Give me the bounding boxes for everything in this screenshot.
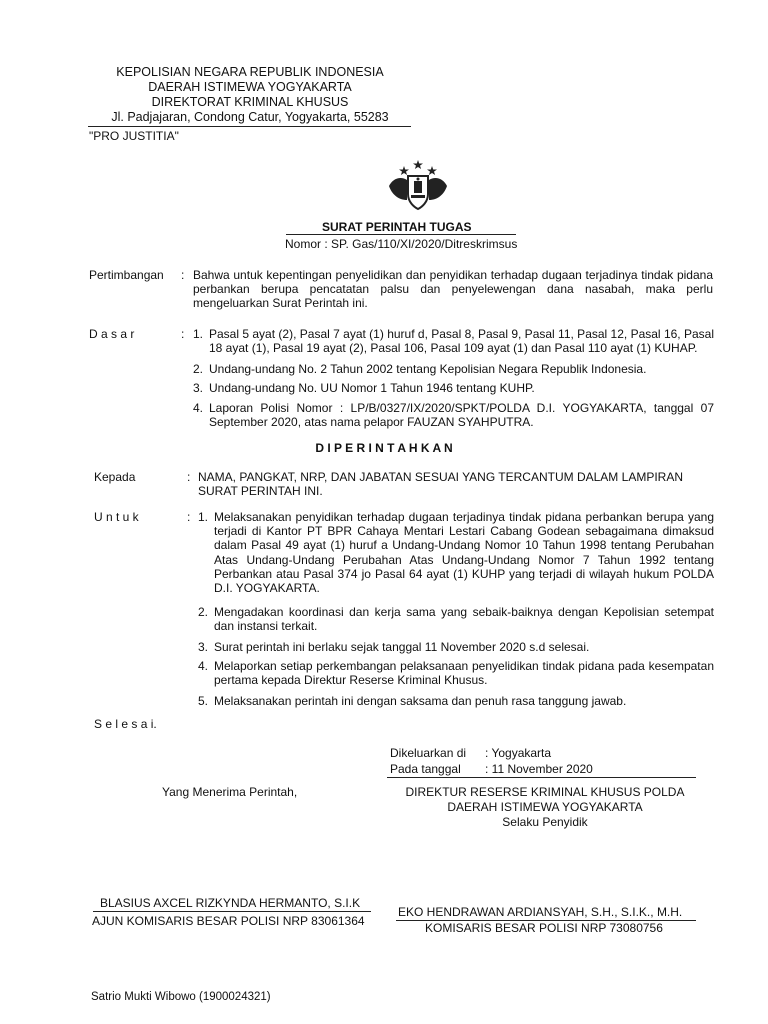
dasar-item-1-text: Pasal 5 ayat (2), Pasal 7 ayat (1) huruf d, Pasal 8, Pasal 9, Pasal 11, Pasal 12, Pasal 16, Pasal 18 ayat (1), Pasal 19 ayat (2), Pasal 106, Pasal 109 ayat (1) dan Pasal 110 ayat (1) KUHAP. [209, 327, 714, 356]
dasar-label: D a s a r [89, 327, 135, 341]
selesai-text: S e l e s a i. [94, 717, 157, 731]
pro-justitia: "PRO JUSTITIA" [89, 129, 179, 143]
issuer-name: EKO HENDRAWAN ARDIANSYAH, S.H., S.I.K., M.H. [398, 905, 683, 919]
footer-author: Satrio Mukti Wibowo (1900024321) [91, 991, 271, 1003]
recipient-name-underline [93, 911, 371, 912]
recipient-title: Yang Menerima Perintah, [162, 785, 298, 799]
pertimbangan-label: Pertimbangan [89, 268, 164, 282]
dasar-item-4-number: 4. [193, 401, 204, 415]
untuk-item-5-text: Melaksanakan perintah ini dengan saksama dan penuh rasa tanggung jawab. [214, 694, 627, 708]
untuk-label: U n t u k [94, 510, 139, 524]
pertimbangan-colon: : [181, 268, 185, 282]
dasar-item-3-number: 3. [193, 381, 204, 395]
dasar-item-4-text: Laporan Polisi Nomor : LP/B/0327/IX/2020/SPKT/POLDA D.I. YOGYAKARTA, tanggal 07 September 2020, atas nama pelapor FAUZAN SYAHPUTRA. [209, 401, 714, 430]
title-underline [286, 234, 516, 235]
diperintahkan-heading: D I P E R I N T A H K A N [315, 441, 453, 455]
header-address: Jl. Padjajaran, Condong Catur, Yogyakarta, 55283 [111, 110, 389, 124]
untuk-item-1-number: 1. [198, 510, 209, 524]
untuk-colon: : [187, 510, 191, 524]
issuer-title-3: Selaku Penyidik [502, 815, 588, 829]
kepada-label: Kepada [94, 470, 136, 484]
untuk-item-3-text: Surat perintah ini berlaku sejak tanggal 11 November 2020 s.d selesai. [214, 640, 590, 654]
dasar-item-3-text: Undang-undang No. UU Nomor 1 Tahun 1946 tentang KUHP. [209, 381, 535, 395]
police-emblem-icon [383, 160, 453, 212]
issued-date-value: : 11 November 2020 [485, 762, 593, 776]
untuk-item-4-number: 4. [198, 659, 209, 673]
header-line-2: DAERAH ISTIMEWA YOGYAKARTA [148, 80, 352, 94]
pertimbangan-text: Bahwa untuk kepentingan penyelidikan dan penyidikan terhadap dugaan terjadinya tindak pidana perbankan berupa pencatatan palsu dan penyelewengan dana nasabah, maka perlu mengeluarkan Surat Perintah ini. [193, 268, 713, 311]
untuk-item-5-number: 5. [198, 694, 209, 708]
header-divider [88, 126, 411, 127]
dasar-item-2-number: 2. [193, 362, 204, 376]
issued-date-label: Pada tanggal [390, 762, 461, 776]
header-line-3: DIREKTORAT KRIMINAL KHUSUS [151, 95, 349, 109]
untuk-item-4-text: Melaporkan setiap perkembangan pelaksanaan penyelidikan tindak pidana pada kesempatan pertama kepada Direktur Reserse Kriminal Khusus. [214, 659, 714, 688]
untuk-item-1-text: Melaksanakan penyidikan terhadap dugaan terjadinya tindak pidana perbankan berupa yang terjadi di Kantor PT BPR Cahaya Mentari Lestari Cabang Godean sebagaimana dimaksud dalam Pasal 49 ayat (1) huruf a Undang-Undang Nomor 10 Tahun 1998 tentang Perubahan Atas Undang-Undang Perubahan Atas Undang-Undang Nomor 7 Tahun 1992 tentang Perbankan atau Pasal 374 jo Pasal 64 ayat (1) KUHP yang terjadi di wilayah hukum POLDA D.I. YOGYAKARTA. [214, 510, 714, 596]
issuer-title-1: DIREKTUR RESERSE KRIMINAL KHUSUS POLDA [405, 785, 685, 799]
untuk-item-3-number: 3. [198, 640, 209, 654]
untuk-item-2-number: 2. [198, 605, 209, 619]
document-title: SURAT PERINTAH TUGAS [322, 220, 472, 234]
issuer-title-2: DAERAH ISTIMEWA YOGYAKARTA [447, 800, 643, 814]
issued-place-label: Dikeluarkan di [390, 746, 467, 760]
recipient-rank: AJUN KOMISARIS BESAR POLISI NRP 83061364 [92, 914, 365, 928]
dasar-item-1-number: 1. [193, 327, 204, 341]
kepada-colon: : [187, 470, 191, 484]
dasar-colon: : [181, 327, 185, 341]
issued-place-value: : Yogyakarta [485, 746, 552, 760]
issued-divider [387, 777, 696, 778]
untuk-item-2-text: Mengadakan koordinasi dan kerja sama yang sebaik-baiknya dengan Kepolisian setempat dan instansi terkait. [214, 605, 714, 634]
dasar-item-2-text: Undang-undang No. 2 Tahun 2002 tentang Kepolisian Negara Republik Indonesia. [209, 362, 647, 376]
recipient-name: BLASIUS AXCEL RIZKYNDA HERMANTO, S.I.K [100, 896, 361, 910]
issuer-rank: KOMISARIS BESAR POLISI NRP 73080756 [425, 921, 663, 935]
document-number: Nomor : SP. Gas/110/XI/2020/Ditreskrimsus [285, 237, 518, 251]
header-line-1: KEPOLISIAN NEGARA REPUBLIK INDONESIA [116, 65, 384, 79]
kepada-text: NAMA, PANGKAT, NRP, DAN JABATAN SESUAI YANG TERCANTUM DALAM LAMPIRAN SURAT PERINTAH INI. [198, 470, 683, 499]
